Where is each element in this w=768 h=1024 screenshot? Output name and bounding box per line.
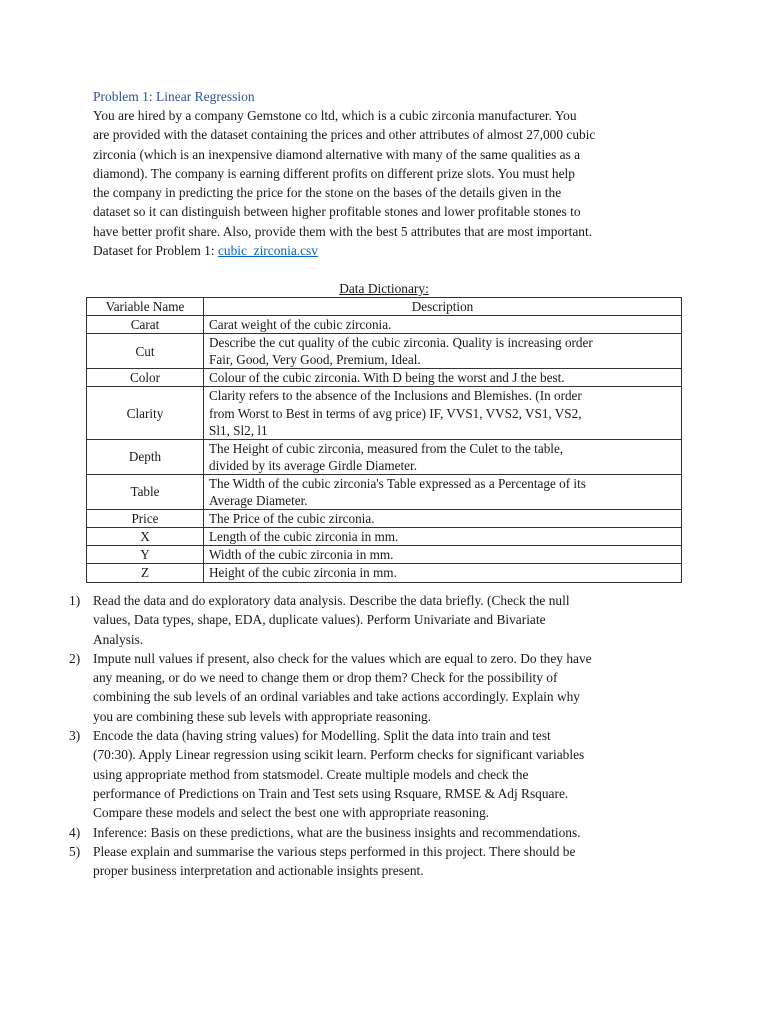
task-line: you are combining these sub levels with appropriate reasoning. [93,708,432,724]
task-line: Compare these models and select the best one with appropriate reasoning. [93,805,490,821]
task-number: 4) [69,824,81,840]
variable-name: Z [87,564,204,582]
task-number: 3) [69,728,81,744]
variable-name: Cut [87,334,204,369]
variable-description [204,316,682,334]
variable-name: Color [87,369,204,387]
description-line: from Worst to Best in terms of avg price) IF, VVS1, VVS2, VS1, VS2, [209,405,582,421]
list-item [0,823,700,842]
description-line: Clarity refers to the absence of the Inclusions and Blemishes. (In order [209,388,582,404]
task-line: proper business interpretation and actionable insights present. [93,863,424,879]
description-line: Average Diameter. [209,493,308,509]
task-line: using appropriate method from statsmodel. Create multiple models and check the [93,766,529,782]
description-line: Carat weight of the cubic zirconia. [209,317,392,333]
task-line: combining the sub levels of an ordinal variables and take actions accordingly. Explain why [93,689,581,705]
variable-description [204,369,682,387]
variable-description [204,334,682,369]
task-line: Impute null values if present, also check for the values which are equal to zero. Do they have [93,650,592,666]
variable-name: X [87,528,204,546]
variable-name: Carat [87,316,204,334]
variable-description [204,528,682,546]
task-line: Inference: Basis on these predictions, what are the business insights and recommendations. [93,824,581,840]
task-line: (70:30). Apply Linear regression using scikit learn. Perform checks for significant variables [93,747,585,763]
list-item [0,726,700,822]
variable-name: Price [87,510,204,528]
variable-name: Depth [87,439,204,474]
intro-line: the company in predicting the price for the stone on the bases of the details given in the [93,185,562,201]
description-line: Width of the cubic zirconia in mm. [209,547,394,563]
description-line: Colour of the cubic zirconia. With D being the worst and J the best. [209,370,565,386]
variable-description [204,439,682,474]
variable-name: Table [87,474,204,509]
table-row [87,316,682,334]
list-item [0,649,700,726]
task-number: 1) [69,593,81,608]
data-dictionary-caption: Data Dictionary: [339,281,429,296]
description-header: Description [204,298,682,316]
task-line: performance of Predictions on Train and Test sets using Rsquare, RMSE & Adj Rsquare. [93,785,569,801]
description-line: The Height of cubic zirconia, measured from the Culet to the table, [209,440,564,456]
table-row [87,546,682,564]
variable-description [204,510,682,528]
intro-line: are provided with the dataset containing the prices and other attributes of almost 27,000 cubic [93,127,596,143]
description-line: Describe the cut quality of the cubic zirconia. Quality is increasing order [209,335,593,351]
variable-description [204,546,682,564]
data-dictionary-table [86,297,682,583]
description-line: The Price of the cubic zirconia. [209,511,375,527]
list-item [0,591,700,649]
table-row [87,510,682,528]
description-line: The Width of the cubic zirconia's Table expressed as a Percentage of its [209,475,586,491]
description-line: Height of the cubic zirconia in mm. [209,565,397,581]
variable-name: Clarity [87,387,204,439]
intro-line: diamond). The company is earning different profits on different prize slots. You must help [93,165,575,181]
dataset-line [93,241,678,260]
variable-name: Y [87,546,204,564]
intro-line: have better profit share. Also, provide them with the best 5 attributes that are most important. [93,223,593,239]
variable-description [204,387,682,439]
variable-description [204,564,682,582]
task-number: 5) [69,843,81,859]
table-row [87,528,682,546]
task-line: Analysis. [93,631,144,647]
task-line: Please explain and summarise the various steps performed in this project. There should be [93,843,576,859]
description-line: Fair, Good, Very Good, Premium, Ideal. [209,352,421,368]
task-line: values, Data types, shape, EDA, duplicate values). Perform Univariate and Bivariate [93,612,546,628]
intro-line: dataset so it can distinguish between higher profitable stones and lower profitable stones to [93,204,581,220]
intro-line: zirconia (which is an inexpensive diamond alternative with many of the same qualities as a [93,146,581,162]
description-line: divided by its average Girdle Diameter. [209,457,417,473]
list-item [0,842,700,881]
intro-line: You are hired by a company Gemstone co ltd, which is a cubic zirconia manufacturer. You [93,108,577,123]
table-row [87,369,682,387]
table-row [87,474,682,509]
task-number: 2) [69,650,81,666]
problem-intro [93,106,678,260]
table-header-row [87,298,682,316]
dataset-label: Dataset for Problem 1: [93,243,218,259]
table-row [87,334,682,369]
table-row [87,439,682,474]
dataset-link[interactable]: cubic_zirconia.csv [217,243,318,259]
task-list [0,591,700,880]
description-line: Length of the cubic zirconia in mm. [209,529,399,545]
variable-description [204,474,682,509]
task-line: Read the data and do exploratory data analysis. Describe the data briefly. (Check the null [93,593,570,608]
variable-name-header: Variable Name [87,298,204,316]
table-row [87,564,682,582]
task-line: any meaning, or do we need to change them or drop them? Check for the possibility of [93,670,558,686]
problem-heading: Problem 1: Linear Regression [93,89,255,104]
description-line: Sl1, Sl2, l1 [209,422,268,438]
task-line: Encode the data (having string values) for Modelling. Split the data into train and test [93,728,551,744]
table-row [87,387,682,439]
